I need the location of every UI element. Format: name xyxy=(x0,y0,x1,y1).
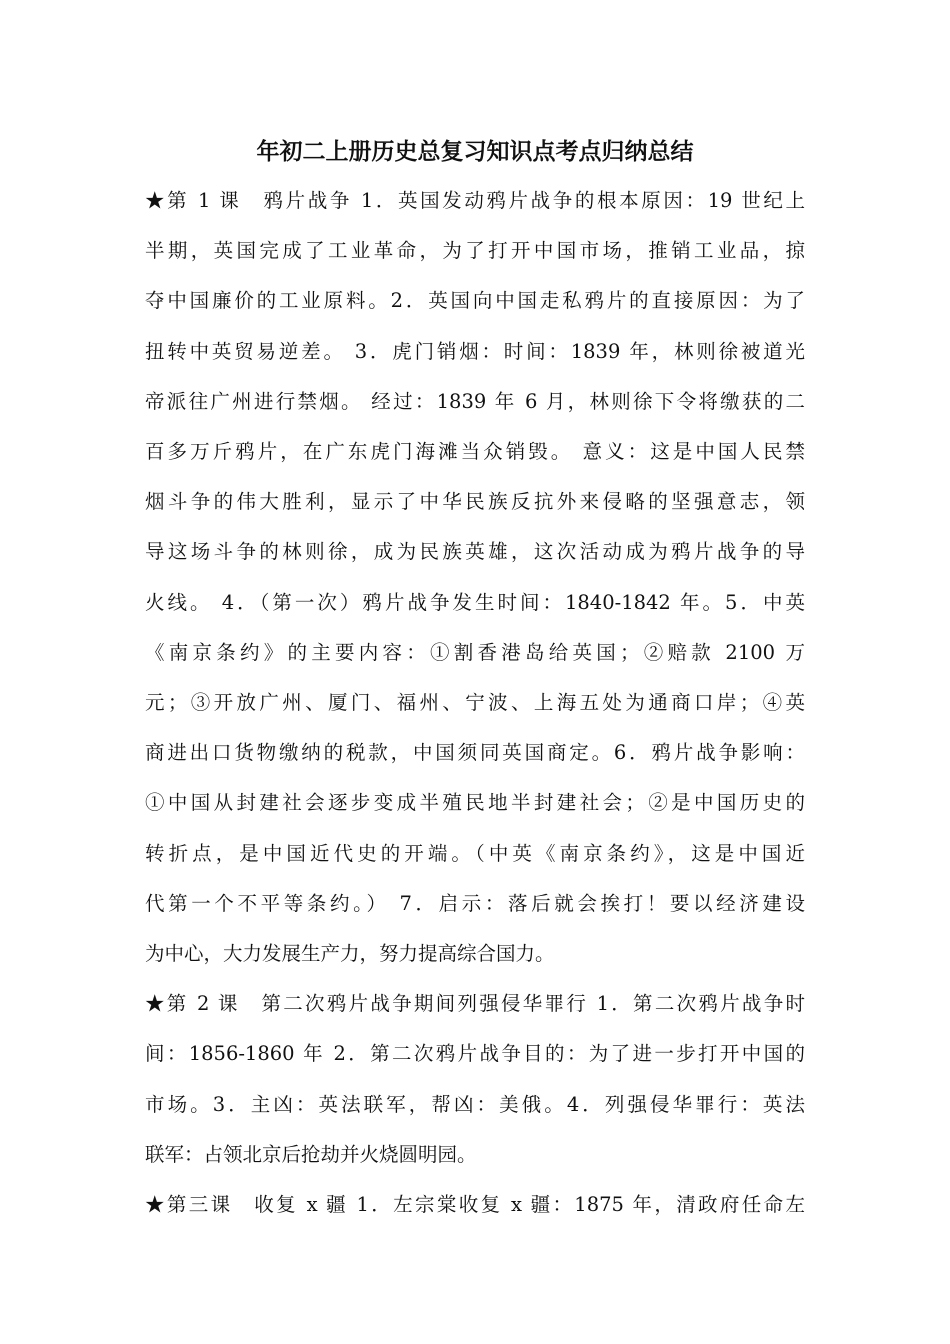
text-line: ★第三课 收复 x 疆 1．左宗棠收复 x 疆：1875 年，清政府任命左 xyxy=(145,1193,805,1216)
text-line: 商进出口货物缴纳的税款，中国须同英国商定。6．鸦片战争影响： xyxy=(145,741,805,765)
text-line: 转折点，是中国近代史的开端。（中英《南京条约》，这是中国近 xyxy=(145,841,805,865)
text-line: 联军：占领北京后抢劫并火烧圆明园。 xyxy=(145,1142,477,1166)
text-line: 夺中国廉价的工业原料。2．英国向中国走私鸦片的直接原因：为了 xyxy=(145,289,805,313)
document-title: 年初二上册历史总复习知识点考点归纳总结 xyxy=(256,139,694,165)
text-line: 市场。3．主凶：英法联军，帮凶：美俄。4．列强侵华罪行：英法 xyxy=(145,1092,805,1116)
text-line: 烟斗争的伟大胜利，显示了中华民族反抗外来侵略的坚强意志，领 xyxy=(145,490,805,514)
text-line: 为中心，大力发展生产力，努力提高综合国力。 xyxy=(145,942,555,965)
text-line: 《南京条约》的主要内容：①割香港岛给英国；②赔款 2100 万 xyxy=(145,640,805,664)
text-line: 半期，英国完成了工业革命，为了打开中国市场，推销工业品，掠 xyxy=(145,239,805,263)
text-line: ①中国从封建社会逐步变成半殖民地半封建社会；②是中国历史的 xyxy=(145,791,805,815)
text-line: 火线。 4．（第一次）鸦片战争发生时间：1840-1842 年。5．中英 xyxy=(145,590,805,614)
text-line: 间：1856-1860 年 2．第二次鸦片战争目的：为了进一步打开中国的 xyxy=(145,1042,805,1066)
text-line: 帝派往广州进行禁烟。 经过：1839 年 6 月，林则徐下令将缴获的二 xyxy=(145,389,805,413)
text-line: 扭转中英贸易逆差。 3．虎门销烟：时间：1839 年，林则徐被道光 xyxy=(145,339,805,363)
text-line: 代第一个不平等条约。） 7．启示：落后就会挨打！要以经济建设 xyxy=(145,891,805,915)
text-line: 百多万斤鸦片，在广东虎门海滩当众销毁。 意义：这是中国人民禁 xyxy=(145,440,805,463)
text-line: ★第 2 课 第二次鸦片战争期间列强侵华罪行 1．第二次鸦片战争时 xyxy=(145,992,805,1016)
text-line: 元；③开放广州、厦门、福州、宁波、上海五处为通商口岸；④英 xyxy=(145,691,805,714)
text-line: 导这场斗争的林则徐，成为民族英雄，这次活动成为鸦片战争的导 xyxy=(145,540,805,564)
text-line: ★第 1 课 鸦片战争 1．英国发动鸦片战争的根本原因：19 世纪上 xyxy=(145,189,805,212)
